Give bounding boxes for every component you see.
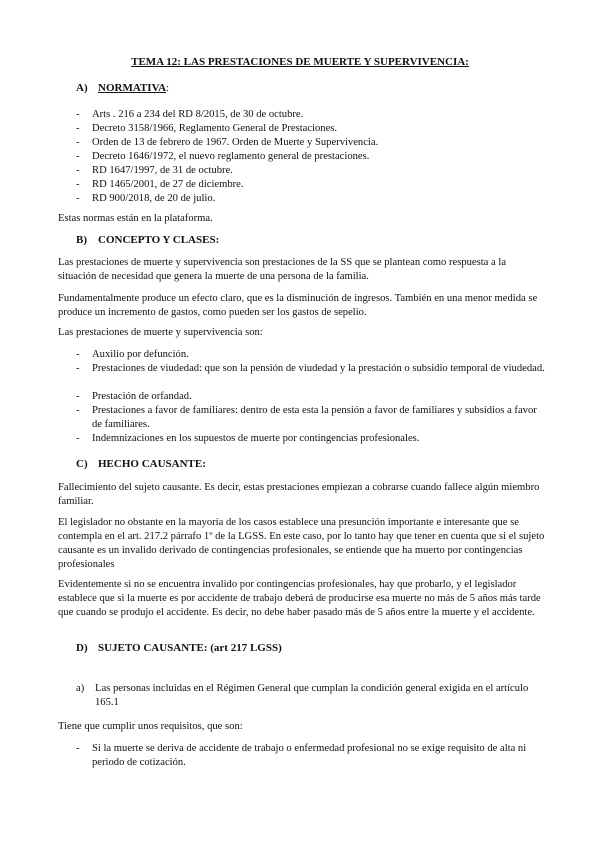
list-item: - Prestación de orfandad. bbox=[76, 391, 192, 402]
section-letter: C) bbox=[76, 458, 88, 470]
section-b-heading bbox=[76, 234, 219, 246]
list-item: - Decreto 3158/1966, Reglamento General de Prestaciones. bbox=[76, 123, 338, 134]
section-letter: D) bbox=[76, 642, 88, 654]
list-item: - Auxilio por defunción. bbox=[76, 349, 189, 360]
paragraph: Evidentemente si no se encuentra invalido por contingencias profesionales, hay que probarlo, y el legislador establece que si la muerte es por accidente de trabajo deberá de producirse esa muerte no más de 5 años más tarde que cuando se produjo el accidente. Es decir, no debe haber pasado más de 5 años entre la muerte y el accidente. bbox=[58, 579, 541, 618]
list-item: - Prestaciones de viudedad: que son la pensión de viudedad y la prestación o subsidio temporal de viudedad. bbox=[76, 363, 545, 374]
paragraph: Las prestaciones de muerte y supervivencia son prestaciones de la SS que se plantean como respuesta a la situación de necesidad que genera la muerte de una persona de la familia. bbox=[58, 257, 507, 282]
list-item: - RD 900/2018, de 20 de julio. bbox=[76, 193, 216, 204]
list-item: - RD 1647/1997, de 31 de octubre. bbox=[76, 165, 233, 176]
section-suffix: : bbox=[166, 82, 170, 94]
section-label: NORMATIVA bbox=[98, 82, 167, 94]
paragraph: Fallecimiento del sujeto causante. Es decir, estas prestaciones empiezan a cobrarse cuando fallece algún miembro familiar. bbox=[58, 482, 540, 507]
paragraph: Fundamentalmente produce un efecto claro, que es la disminución de ingresos. También en una menor medida se produce un incremento de gastos, como pueden ser los gastos de sepelio. bbox=[58, 293, 538, 318]
list-item: - Arts . 216 a 234 del RD 8/2015, de 30 de octubre. bbox=[76, 109, 304, 120]
sub-item-a bbox=[76, 682, 546, 710]
list-item: - Decreto 1646/1972, el nuevo reglamento general de prestaciones. bbox=[76, 151, 370, 162]
paragraph: Tiene que cumplir unos requisitos, que son: bbox=[58, 721, 243, 732]
section-d-heading bbox=[76, 642, 282, 654]
list-item: - Si la muerte se deriva de accidente de trabajo o enfermedad profesional no se exige requisito de alta ni periodo de cotización. bbox=[76, 743, 527, 768]
section-letter: B) bbox=[76, 234, 87, 246]
normativa-note: Estas normas están en la plataforma. bbox=[58, 213, 213, 224]
list-item: - Indemnizaciones en los supuestos de muerte por contingencias profesionales. bbox=[76, 433, 420, 444]
sub-item-marker: a) bbox=[76, 683, 85, 694]
list-item: - RD 1465/2001, de 27 de diciembre. bbox=[76, 179, 244, 190]
section-c-heading bbox=[76, 458, 206, 470]
section-label: CONCEPTO Y CLASES: bbox=[98, 234, 220, 246]
list-item: - Prestaciones a favor de familiares: dentro de esta esta la pensión a favor de familiares y subsidios a favor de familiares. bbox=[76, 405, 537, 430]
section-a-heading bbox=[76, 82, 169, 94]
section-label: HECHO CAUSANTE: bbox=[98, 458, 206, 470]
paragraph: El legislador no obstante en la mayoría de los casos establece una presunción importante e interesante que se contempla en el art. 217.2 párrafo 1º de la LGSS. En este caso, por lo tanto hay que tener en cuenta que si el sujeto causante es un invalido derivado de contingencias profesionales, se entiende que ha muerto por contingencias profesionales bbox=[58, 517, 545, 570]
section-label: SUJETO CAUSANTE: (art 217 LGSS) bbox=[98, 642, 282, 654]
page-title: TEMA 12: LAS PRESTACIONES DE MUERTE Y SUPERVIVENCIA: bbox=[131, 56, 469, 68]
paragraph: Las prestaciones de muerte y supervivencia son: bbox=[58, 327, 263, 338]
list-item: - Orden de 13 de febrero de 1967. Orden de Muerte y Supervivencia. bbox=[76, 137, 379, 148]
sub-item-text: Las personas incluidas en el Régimen General que cumplan la condición general exigida en el artículo 165.1 bbox=[95, 683, 529, 708]
section-letter: A) bbox=[76, 82, 88, 94]
